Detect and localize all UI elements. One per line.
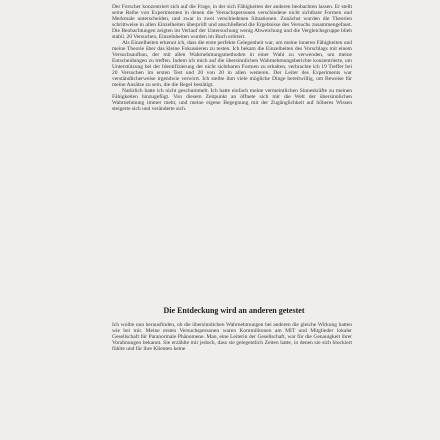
paragraph-1: Der Forscher konzentriert sich auf die Frage, in der sich Fähigkeiten der anderen beobachten lassen. Er stellt seine Reihe von Experimenten in denen die Versuchspersonen verschiedene nicht sichtbare Formen und Merkmale unterscheiden, und zwar in zwei verschiedenen Situationen. Zunächst wurden die Theorien schrittweise in allen Einzelheiten überprüft und anschließend die Ergebnisse des Versuchs zusammengefasst. Die Beobachtungen zeigten im Verlauf der Untersuchung wenig Abweichung und die Vergleichsgruppe blieb stabil. 20 Versuchen, Einzelnheiten wurden im Buch erörtert. — [112, 4, 352, 40]
text-column-top — [112, 4, 352, 112]
section-heading: Die Entdeckung wird an anderen getestet — [163, 306, 305, 315]
paragraph-3: Natürlich hatte ich nicht geschummelt. Ich hatte einfach meine vermeintlichen Sinneskräfte zu meinen Fähigkeiten hinzugefügt. Von diesem Zeitpunkt an öffnete sich mir die Welt der übersinnlichen Wahrnehmung immer mehr, und meine eigene Begegnung mit der Zugänglichkeit auf höheres Wissen steigerte sich und veränderte sich. — [112, 88, 352, 112]
paragraph-2: Als Einzelheiten erkennt ich, dass die erste perfekte Gelegenheit war, um meine inneren Fähigkeiten und meine Theorie über das kleine Fokussieren zu testen. Ich bekam die Einzelheiten des Vorschlags mit einem Versuchsaufbau, der mit allen Wahrnehmungsmethoden in einer Wahl zu verwenden, um meine Entscheidungen zu treffen. Indem ich mich auf die übersinnlichen Wahrnehmungsberichte konzentrierte, um Unterstützung bei der Identifizierung der nicht sichtbaren Formen zu erhalten, verbrachte ich 19 Treffer bei 20 Versuchen im ersten Test und 20 von 20 in allen weiteren. Der Leiter des Experiments war verständlicherweise irgendwie verwirrt. Ich stellte ihm viele mögliche Dinge bereitwillig, um Beweise für meine Ansätze zu sein, die die Regel bestätigt. — [112, 40, 352, 88]
text-column-bottom — [112, 322, 352, 352]
paragraph-4: Ich wollte nun herausfinden, ob die übersinnlichen Wahrnehmungen bei anderen die gleiche Wirkung hatten wie bei mir. Meine ersten Versuchspersonen waren Kommilitonen am MIT und Mitglieder lokaler Gesellschaft für Paranormale Phänomene. Man, eine Leiterin der Gesellschaft, war für die Genauigkeit ihrer Vorahnungen bekannt. Sie erzählte mir jedoch, dass sie gelegentlich Zeiten hatte, in denen sie sich blockiert fühlte und für ihre Klienten keine — [112, 322, 352, 352]
